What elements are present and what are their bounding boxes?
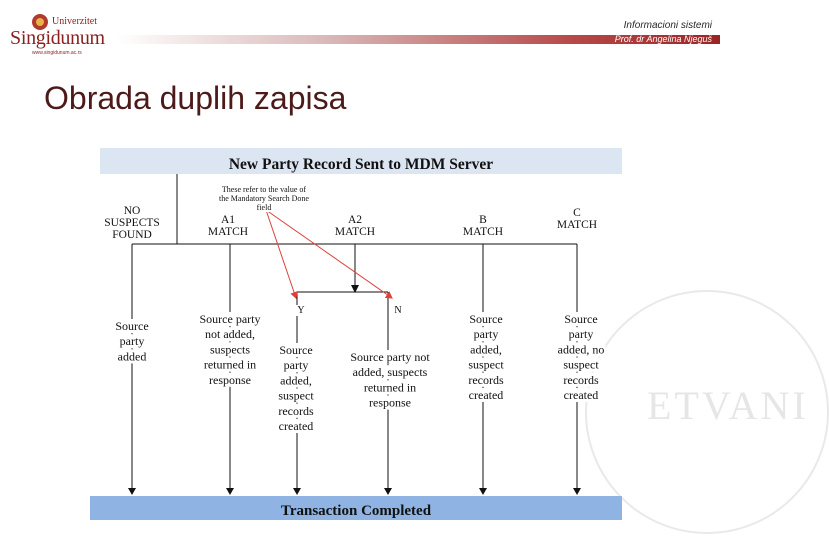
yes-label: Y: [297, 305, 305, 316]
branch-label: NO: [123, 205, 141, 217]
top-banner-text: New Party Record Sent to MDM Server: [228, 156, 494, 173]
outcome-label: not added,: [205, 327, 255, 342]
outcome-label: response: [209, 372, 251, 387]
outcome-label: returned in: [363, 380, 417, 395]
note-arrow-n: [266, 210, 392, 298]
logo-top-text: Univerzitet: [52, 16, 97, 27]
outcome-label: Source: [469, 312, 503, 326]
branch-label: FOUND: [112, 229, 152, 241]
outcome-label: suspect: [468, 357, 504, 372]
outcome-label: created: [563, 388, 599, 402]
outcome-label: suspect: [563, 357, 599, 372]
yn-labels: [296, 305, 402, 316]
flow-diagram: [90, 148, 622, 520]
branch-label: MATCH: [556, 219, 598, 231]
outcome-label: records: [563, 372, 599, 387]
outcome-label: Source: [564, 312, 598, 326]
outcome-label: party: [473, 327, 499, 342]
outcome-labels: [114, 312, 605, 433]
outcome-label: added: [117, 349, 147, 364]
note-line: the Mandatory Search Done: [219, 194, 309, 203]
outcome-label: suspects: [210, 342, 250, 357]
logo-main-text: Singidunum: [10, 27, 105, 49]
professor-name: Prof. dr Angelina Njeguš: [614, 34, 712, 44]
outcome-label: Source: [279, 343, 313, 357]
no-label: N: [394, 305, 402, 316]
slide-title: Obrada duplih zapisa: [44, 80, 347, 116]
outcome-label: records: [278, 403, 314, 418]
outcome-label: records: [468, 372, 504, 387]
branch-label: C: [573, 207, 581, 219]
course-name: Informacioni sistemi: [623, 20, 712, 31]
branch-label: MATCH: [334, 226, 376, 238]
outcome-label: added,: [470, 342, 502, 357]
search-field-note: [218, 185, 310, 212]
note-arrow-y: [266, 210, 296, 298]
branch-label: MATCH: [462, 226, 504, 238]
bottom-banner-text: Transaction Completed: [280, 503, 432, 519]
branch-label: A1: [220, 214, 236, 226]
outcome-label: party: [568, 327, 594, 342]
outcome-label: suspect: [278, 388, 314, 403]
branch-label: SUSPECTS: [104, 217, 160, 229]
flow-diagram-svg: [90, 148, 622, 520]
note-line: These refer to the value of: [221, 185, 307, 194]
outcome-label: Source party not: [350, 350, 430, 364]
outcome-label: Source: [115, 319, 149, 333]
note-line: field: [256, 203, 272, 212]
outcome-label: party: [119, 334, 145, 349]
logo-url-text: www.singidunum.ac.rs: [32, 50, 82, 56]
university-logo: [10, 14, 120, 54]
branch-label: B: [479, 214, 487, 226]
outcome-label: added, no: [557, 342, 605, 357]
outcome-label: created: [468, 388, 504, 402]
outcome-label: returned in: [203, 357, 257, 372]
outcome-label: response: [369, 395, 411, 410]
branch-label: A2: [347, 214, 363, 226]
outcome-label: party: [283, 358, 309, 373]
outcome-label: added, suspects: [352, 365, 428, 380]
branch-label: MATCH: [207, 226, 249, 238]
outcome-label: Source party: [199, 312, 261, 326]
outcome-label: created: [278, 419, 314, 433]
watermark-text: ETVANI: [647, 383, 809, 428]
outcome-label: added,: [280, 373, 312, 388]
